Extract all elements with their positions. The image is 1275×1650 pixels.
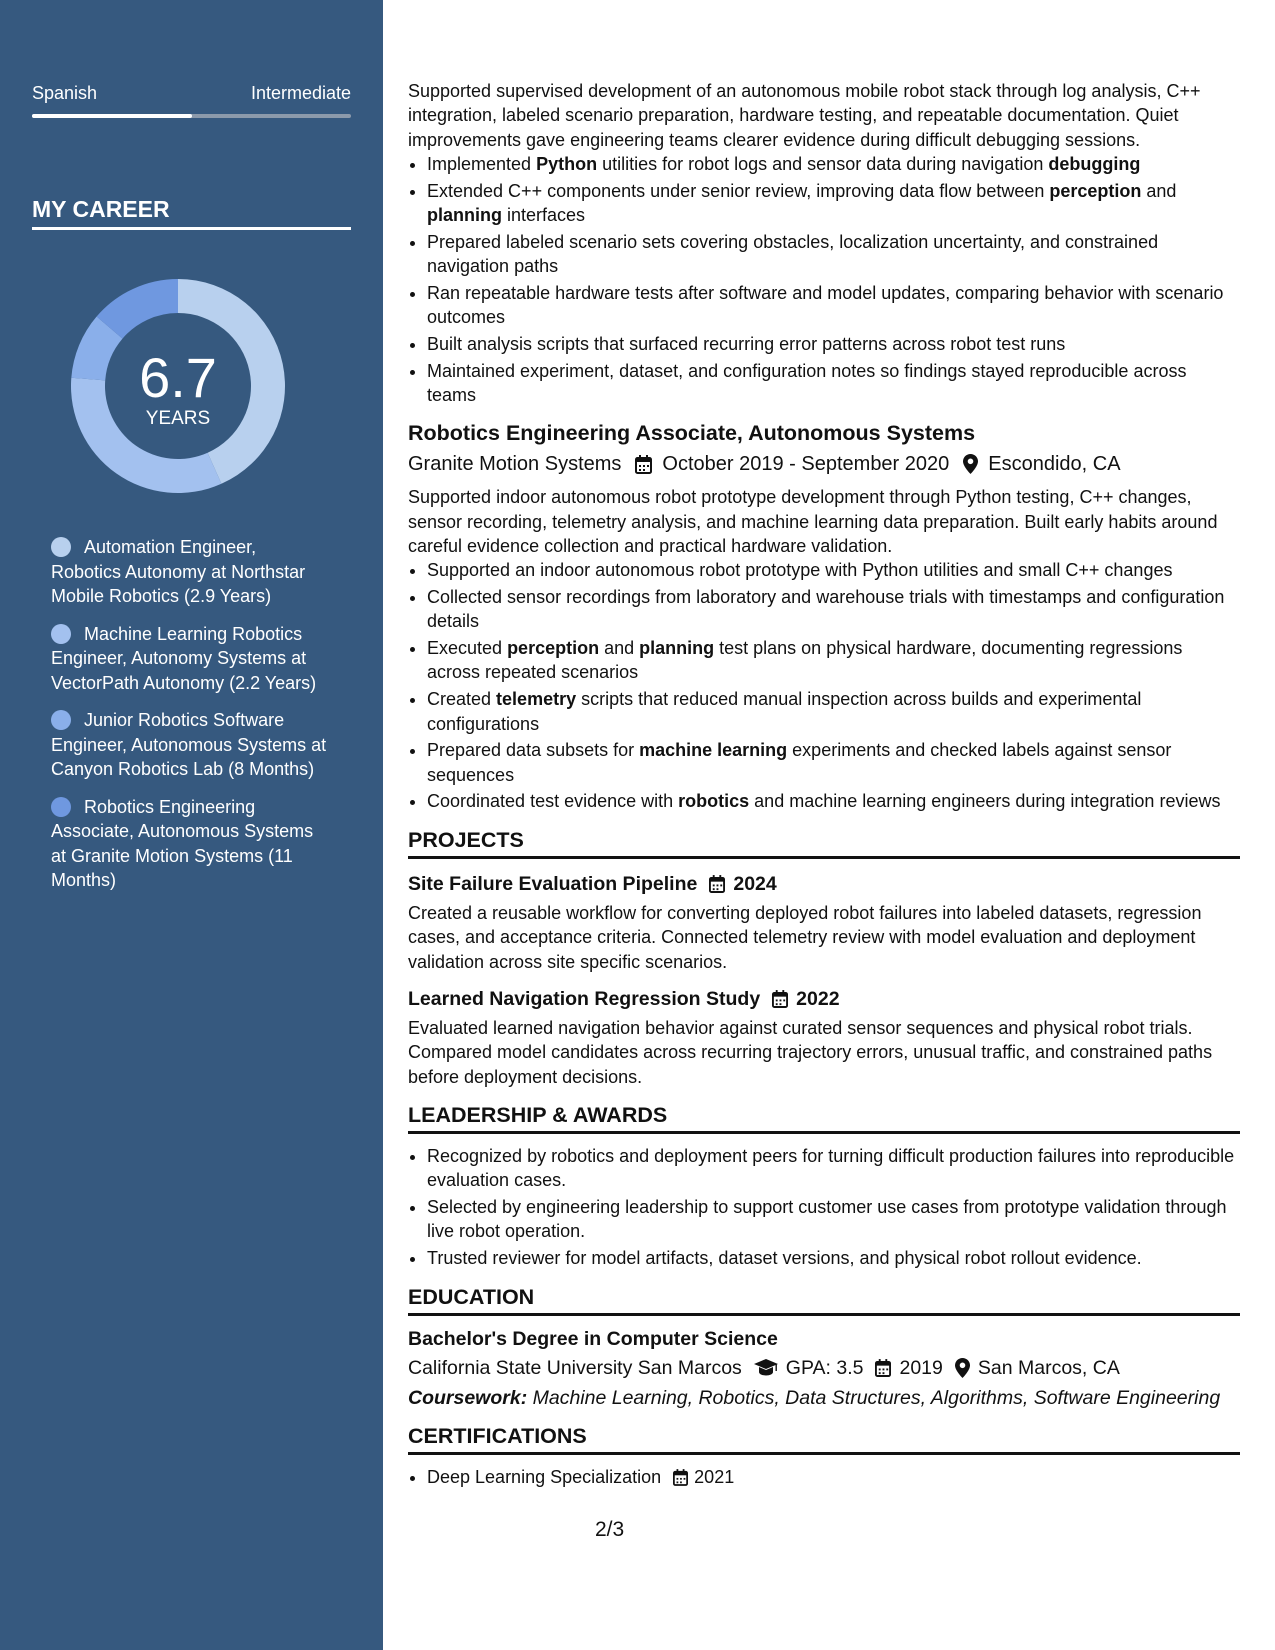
legend-label: Junior Robotics Software Engineer, Autonomous Systems at Canyon Robotics Lab (8 Months) (51, 710, 327, 779)
bullet-text: Maintained experiment, dataset, and configuration notes so findings stayed reproducible across teams (427, 360, 1187, 406)
career-heading-rule (32, 227, 351, 230)
keyword: machine learning (639, 740, 788, 761)
job-bullets (408, 558, 1240, 813)
project-description: Evaluated learned navigation behavior against curated sensor sequences and physical robot trials. Compared model candidates across recurring trajectory errors, unusual traffic, and constrained paths before deployment decisions. (408, 1017, 1213, 1087)
certification-year: 2021 (694, 1467, 735, 1488)
leadership-list (408, 1144, 1240, 1270)
language-level-fill (32, 114, 192, 118)
bullet-text: Prepared data subsets for (427, 740, 640, 761)
list-item (427, 230, 1240, 279)
keyword: perception (507, 638, 600, 659)
keyword: planning (639, 638, 715, 659)
list-item (427, 152, 1240, 176)
keyword: telemetry (496, 689, 577, 710)
job-location: Escondido, CA (988, 453, 1121, 476)
language-name: Spanish (32, 83, 98, 103)
job-dates: October 2019 - September 2020 (662, 453, 950, 476)
job-title: Robotics Engineering Associate, Autonomous Systems (408, 421, 976, 446)
list-item: • Selected by engineering leadership to support customer use cases from prototype validation through live robot operation. (427, 1195, 1240, 1244)
legend-label: Automation Engineer, Robotics Autonomy at Northstar Mobile Robotics (2.9 Years) (51, 537, 306, 606)
bullet-text: Implemented (427, 153, 537, 174)
education-meta (408, 1354, 1240, 1382)
page-number: 2/3 (595, 1518, 625, 1541)
project-name: Learned Navigation Regression Study (408, 987, 761, 1010)
education-heading: EDUCATION (408, 1285, 1240, 1316)
career-heading: MY CAREER (32, 196, 170, 222)
list-item (427, 738, 1240, 787)
career-legend (51, 535, 331, 906)
project-year: 2022 (796, 987, 840, 1010)
career-total-years: 6.7 (139, 346, 217, 409)
bullet-text: Coordinated test evidence with (427, 791, 679, 812)
certifications-heading: CERTIFICATIONS (408, 1424, 1240, 1455)
job-summary: Supported indoor autonomous robot prototype development through Python testing, C++ changes, sensor recording, telemetry analysis, and machine learning data preparation. Built early habits around careful evidence collection and practical hardware validation. (408, 487, 1218, 556)
list-item (427, 179, 1240, 228)
legend-dot-icon (51, 624, 71, 644)
sidebar (0, 0, 383, 1650)
education-year: 2019 (899, 1356, 943, 1379)
list-item (427, 281, 1240, 330)
bullet-text: and machine learning engineers during integration reviews (749, 791, 1221, 812)
bullet-text: Created (427, 689, 497, 710)
bullet-text: Executed (427, 638, 508, 659)
project-title (408, 871, 1240, 897)
bullet-text: and (1141, 180, 1177, 201)
project-name: Site Failure Evaluation Pipeline (408, 873, 698, 896)
location-pin-icon (963, 454, 978, 474)
project-year: 2024 (733, 873, 777, 896)
legend-item (51, 535, 331, 609)
legend-item (51, 795, 331, 893)
certification-entry (427, 1465, 1240, 1489)
bullet-text: Ran repeatable hardware tests after software and model updates, comparing behavior with scenario outcomes (427, 282, 1224, 328)
keyword: Python (536, 153, 598, 174)
language-level-bar (32, 114, 351, 118)
main-content (408, 79, 1240, 1492)
calendar-icon (709, 875, 725, 893)
graduation-cap-icon (754, 1359, 778, 1376)
legend-label: Machine Learning Robotics Engineer, Autonomy Systems at VectorPath Autonomy (2.2 Years) (51, 623, 317, 693)
location-pin-icon (955, 1358, 970, 1378)
legend-item (51, 622, 331, 696)
legend-label: Robotics Engineering Associate, Autonomous Systems at Granite Motion Systems (11 Months) (51, 796, 314, 890)
leadership-heading: LEADERSHIP & AWARDS (408, 1103, 1240, 1134)
calendar-icon (635, 455, 652, 474)
bullet-text: Built analysis scripts that surfaced recurring error patterns across robot test runs (427, 333, 1066, 354)
prev-job-summary: Supported supervised development of an autonomous mobile robot stack through log analysis, C++ integration, labeled scenario preparation, hardware testing, and repeatable documentation. Quiet improvements gave engineering teams clearer evidence during difficult debugging sessions. (408, 81, 1201, 150)
bullet-text: utilities for robot logs and sensor data during navigation (597, 153, 1049, 174)
certification-name: • Deep Learning Specialization (427, 1467, 662, 1488)
list-item (427, 789, 1240, 813)
education-location: San Marcos, CA (977, 1356, 1120, 1379)
keyword: debugging (1048, 153, 1141, 174)
calendar-icon (772, 990, 788, 1008)
list-item: • Trusted reviewer for model artifacts, dataset versions, and physical robot rollout evidence. (427, 1246, 1240, 1270)
project-description: Created a reusable workflow for converting deployed robot failures into labeled datasets, regression cases, and acceptance criteria. Connected telemetry review with model evaluation and deployment validation across site specific scenarios. (408, 903, 1202, 972)
keyword: perception (1049, 180, 1142, 201)
list-item (427, 1465, 1240, 1489)
legend-dot-icon (51, 710, 71, 730)
projects-heading: PROJECTS (408, 828, 1240, 859)
bullet-text: Supported an indoor autonomous robot prototype with Python utilities and small C++ changes (427, 560, 1173, 581)
list-item (427, 687, 1240, 736)
bullet-text: Collected sensor recordings from laboratory and warehouse trials with timestamps and configuration details (427, 587, 1225, 632)
list-item: • Recognized by robotics and deployment peers for turning difficult production failures into reproducible evaluation cases. (427, 1144, 1240, 1193)
bullet-text: experiments and checked labels against sensor sequences (427, 740, 1172, 785)
list-item (427, 585, 1240, 634)
legend-dot-icon (51, 797, 71, 817)
career-years-unit: YEARS (145, 408, 211, 429)
list-item (427, 332, 1240, 356)
keyword: robotics (678, 791, 750, 812)
coursework-label: Coursework: (408, 1386, 528, 1409)
calendar-icon (673, 1469, 688, 1486)
bullet-text: test plans on physical hardware, documenting regressions across repeated scenarios (427, 638, 1183, 683)
bullet-text: scripts that reduced manual inspection across builds and experimental configurations (427, 689, 1142, 734)
bullet-text: interfaces (502, 204, 586, 225)
prev-job-bullets (408, 152, 1240, 407)
coursework-list: Machine Learning, Robotics, Data Structures, Algorithms, Software Engineering (527, 1386, 1221, 1409)
language-level: Intermediate (250, 83, 351, 103)
legend-dot-icon (51, 537, 71, 557)
education-coursework (408, 1386, 1240, 1410)
bullet-text: Prepared labeled scenario sets covering obstacles, localization uncertainty, and constrained navigation paths (427, 231, 1159, 277)
list-item (427, 636, 1240, 685)
list-item (427, 359, 1240, 408)
bullet-text: and (599, 638, 640, 659)
project-title (408, 986, 1240, 1012)
certifications-list (408, 1465, 1240, 1489)
education-degree: Bachelor's Degree in Computer Science (408, 1327, 778, 1350)
education-gpa: GPA: 3.5 (785, 1356, 864, 1379)
list-item (427, 558, 1240, 582)
calendar-icon (875, 1359, 891, 1377)
job-company: Granite Motion Systems (408, 453, 622, 476)
bullet-text: Extended C++ components under senior review, improving data flow between (427, 180, 1050, 201)
language-row (32, 83, 351, 104)
job-meta (408, 450, 1240, 478)
keyword: planning (427, 204, 502, 225)
legend-item (51, 708, 331, 782)
education-school: California State University San Marcos (408, 1356, 742, 1379)
